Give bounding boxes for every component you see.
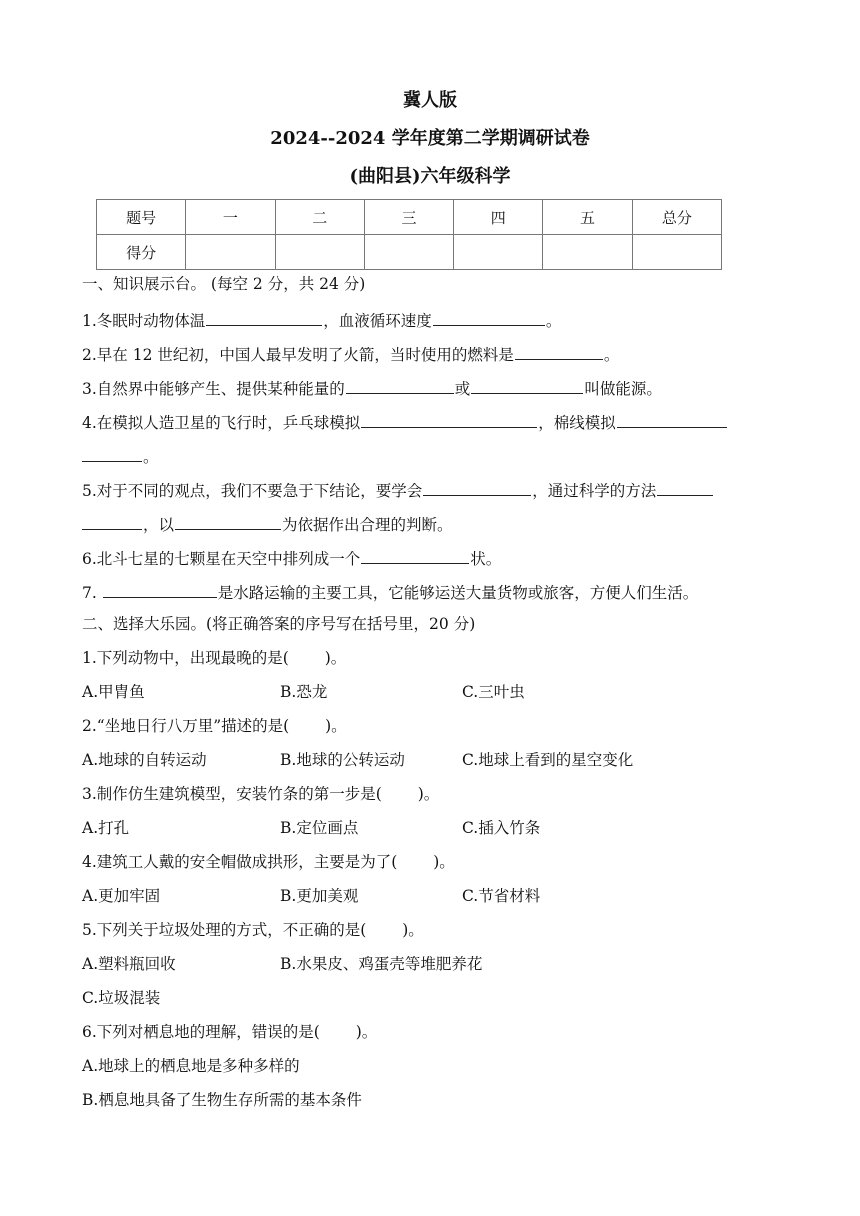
s1-q2 <box>82 342 619 365</box>
s1-q2-text-b: 。 <box>603 346 620 364</box>
option-b[interactable]: B.水果皮、鸡蛋壳等堆肥养花 <box>280 955 483 973</box>
option-b[interactable]: B.地球的公转运动 <box>280 751 405 769</box>
s1-q5-text-d: 为依据作出合理的判断。 <box>282 516 453 534</box>
s2-q6-option-b[interactable]: B.栖息地具备了生物生存所需的基本条件 <box>82 1091 362 1109</box>
answer-blank[interactable] <box>103 580 217 598</box>
s2-q3-options <box>82 818 782 838</box>
s1-q6-text-a: 6.北斗七星的七颗星在天空中排列成一个 <box>82 550 361 568</box>
s2-q5-options <box>82 954 782 974</box>
section2-title: 二、选择大乐园。(将正确答案的序号写在括号里，20 分) <box>82 615 476 633</box>
s1-q1-text-b: ，血液循环速度 <box>323 312 432 330</box>
s1-q4-text-c: 。 <box>143 448 159 466</box>
s2-q5-option-c[interactable]: C.垃圾混装 <box>82 989 161 1007</box>
answer-blank[interactable] <box>657 478 713 496</box>
s2-q5-stem: 5.下列关于垃圾处理的方式，不正确的是( )。 <box>82 921 424 939</box>
score-input-cell[interactable] <box>275 235 364 270</box>
s1-q7-text-b: 是水路运输的主要工具，它能够运送大量货物或旅客，方便人们生活。 <box>217 584 699 602</box>
score-table-score-row <box>97 235 722 270</box>
s1-q5-text-b: ，通过科学的方法 <box>532 482 657 500</box>
s1-q3-text-a: 3.自然界中能够产生、提供某种能量的 <box>82 380 345 398</box>
option-a[interactable]: A.打孔 <box>82 819 130 837</box>
publisher-title: 冀人版 <box>403 90 457 111</box>
s1-q5-cont <box>82 512 453 535</box>
s1-q5 <box>82 478 714 501</box>
option-a[interactable]: A.地球的自转运动 <box>82 751 207 769</box>
score-header-cell: 五 <box>543 200 632 235</box>
option-c[interactable]: C.三叶虫 <box>462 683 525 701</box>
s1-q1-text-a: 1.冬眠时动物体温 <box>82 312 206 330</box>
s2-q1-options <box>82 682 782 702</box>
s1-q6 <box>82 546 501 569</box>
score-header-cell: 一 <box>186 200 275 235</box>
s1-q7 <box>82 580 698 603</box>
s1-q2-text-a: 2.早在 12 世纪初，中国人最早发明了火箭，当时使用的燃料是 <box>82 346 514 364</box>
answer-blank[interactable] <box>515 342 603 360</box>
answer-blank[interactable] <box>423 478 531 496</box>
s1-q3 <box>82 376 662 399</box>
option-b[interactable]: B.恐龙 <box>280 683 328 701</box>
score-input-cell[interactable] <box>543 235 632 270</box>
option-a[interactable]: A.塑料瓶回收 <box>82 955 176 973</box>
option-c[interactable]: C.节省材料 <box>462 887 541 905</box>
s2-q2-stem: 2.“坐地日行八万里”描述的是( )。 <box>82 717 347 735</box>
option-c[interactable]: C.地球上看到的星空变化 <box>462 751 634 769</box>
score-input-cell[interactable] <box>186 235 275 270</box>
answer-blank-cont[interactable] <box>82 444 142 462</box>
answer-blank[interactable] <box>361 546 469 564</box>
score-table <box>96 199 722 270</box>
s2-q6-option-a[interactable]: A.地球上的栖息地是多种多样的 <box>82 1057 300 1075</box>
score-table-header-row <box>97 200 722 235</box>
section1-title: 一、知识展示台。 (每空 2 分，共 24 分) <box>82 275 366 293</box>
score-header-cell: 四 <box>454 200 543 235</box>
s1-q4 <box>82 410 728 433</box>
s1-q3-text-b: 或 <box>454 380 471 398</box>
score-header-cell: 二 <box>275 200 364 235</box>
option-b[interactable]: B.更加美观 <box>280 887 359 905</box>
answer-blank[interactable] <box>433 308 545 326</box>
s1-q5-text-a: 5.对于不同的观点，我们不要急于下结论，要学会 <box>82 482 423 500</box>
score-input-cell[interactable] <box>632 235 721 270</box>
exam-subtitle: (曲阳县)六年级科学 <box>349 166 511 187</box>
s2-q4-stem: 4.建筑工人戴的安全帽做成拱形，主要是为了( )。 <box>82 853 455 871</box>
score-header-cell: 题号 <box>97 200 186 235</box>
s1-q3-text-c: 叫做能源。 <box>584 380 662 398</box>
s1-q7-text-a: 7. <box>82 584 102 602</box>
score-label-cell: 得分 <box>97 235 186 270</box>
s2-q3-stem: 3.制作仿生建筑模型，安装竹条的第一步是( )。 <box>82 785 440 803</box>
s1-q6-text-b: 状。 <box>470 550 502 568</box>
s2-q4-options <box>82 886 782 906</box>
s2-q1-stem: 1.下列动物中，出现最晚的是( )。 <box>82 649 347 667</box>
exam-title: 2024--2024 学年度第二学期调研试卷 <box>270 128 590 149</box>
answer-blank[interactable] <box>361 410 537 428</box>
option-a[interactable]: A.甲胄鱼 <box>82 683 145 701</box>
score-input-cell[interactable] <box>454 235 543 270</box>
answer-blank[interactable] <box>617 410 727 428</box>
answer-blank[interactable] <box>175 512 281 530</box>
s1-q4-cont <box>82 444 159 467</box>
s1-q5-text-c: ，以 <box>143 516 175 534</box>
score-header-cell: 总分 <box>632 200 721 235</box>
answer-blank-cont[interactable] <box>82 512 142 530</box>
option-b[interactable]: B.定位画点 <box>280 819 359 837</box>
s2-q2-options <box>82 750 782 770</box>
s1-q1 <box>82 308 561 331</box>
s1-q4-text-a: 4.在模拟人造卫星的飞行时，乒乓球模拟 <box>82 414 361 432</box>
option-a[interactable]: A.更加牢固 <box>82 887 161 905</box>
s1-q4-text-b: ，棉线模拟 <box>538 414 616 432</box>
answer-blank[interactable] <box>346 376 454 394</box>
s2-q6-stem: 6.下列对栖息地的理解，错误的是( )。 <box>82 1023 378 1041</box>
score-input-cell[interactable] <box>364 235 453 270</box>
score-header-cell: 三 <box>364 200 453 235</box>
s1-q1-text-c: 。 <box>545 312 562 330</box>
answer-blank[interactable] <box>206 308 322 326</box>
option-c[interactable]: C.插入竹条 <box>462 819 541 837</box>
answer-blank[interactable] <box>471 376 583 394</box>
